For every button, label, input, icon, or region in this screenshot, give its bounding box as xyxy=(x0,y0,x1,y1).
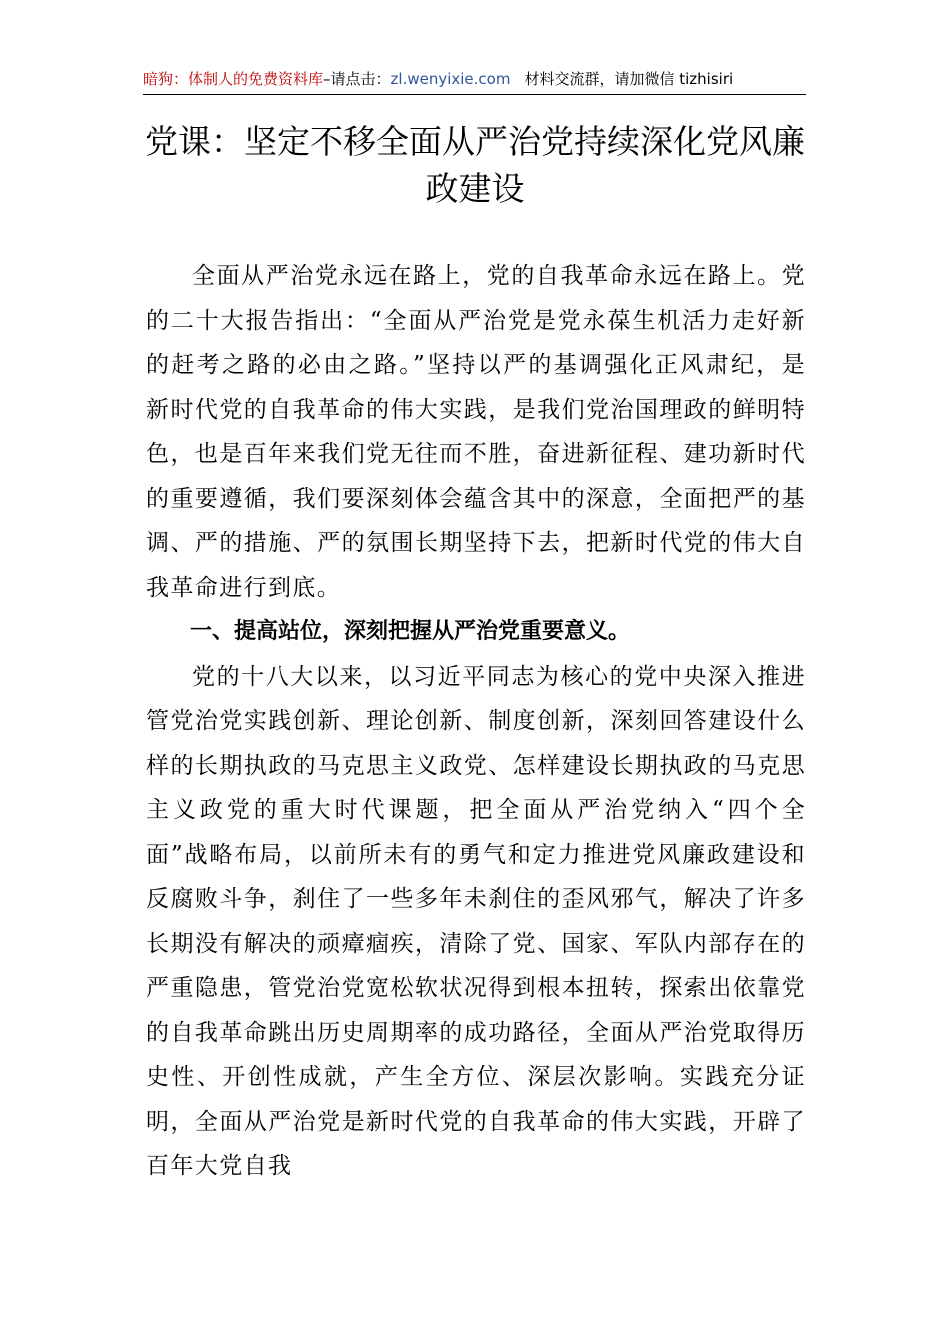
site-link[interactable]: zl.wenyixie.com xyxy=(390,70,511,88)
section-heading-1: 一、提高站位，深刻把握从严治党重要意义。 xyxy=(190,619,631,644)
paragraph-intro: 全面从严治党永远在路上，党的自我革命永远在路上。党的二十大报告指出：“全面从严治党是党永葆生机活力走好新的赶考之路的必由之路。”坚持以严的基调强化正风肃纪，是新时代党的自我革命的伟大实践，是我们党治国理政的鲜明特色，也是百年来我们党无往而不胜，奋进新征程、建功新时代的重要遵循，我们要深刻体会蕴含其中的深意，全面把严的基调、严的措施、严的氛围长期坚持下去，把新时代党的伟大自我革命进行到底。 xyxy=(146,263,806,601)
document-body xyxy=(146,254,806,1189)
promo-text: 暗狗：体制人的免费资料库 xyxy=(143,70,324,88)
page-header xyxy=(143,64,806,95)
paragraph-section-1: 党的十八大以来，以习近平同志为核心的党中央深入推进管党治党实践创新、理论创新、制度创新，深刻回答建设什么样的长期执政的马克思主义政党、怎样建设长期执政的马克思主义政党的重大时代课题，把全面从严治党纳入“四个全面”战略布局，以前所未有的勇气和定力推进党风廉政建设和反腐败斗争，刹住了一些多年未刹住的歪风邪气，解决了许多长期没有解决的顽瘴痼疾，清除了党、国家、军队内部存在的严重隐患，管党治党宽松软状况得到根本扭转，探索出依靠党的自我革命跳出历史周期率的成功路径，全面从严治党取得历史性、开创性成就，产生全方位、深层次影响。实践充分证明，全面从严治党是新时代党的自我革命的伟大实践，开辟了百年大党自我 xyxy=(146,663,806,1179)
wechat-note: 材料交流群，请加微信 tizhisiri xyxy=(524,70,734,88)
click-prompt: –请点击： xyxy=(323,70,391,88)
document-title: 党课：坚定不移全面从严治党持续深化党风廉政建设 xyxy=(145,122,805,208)
